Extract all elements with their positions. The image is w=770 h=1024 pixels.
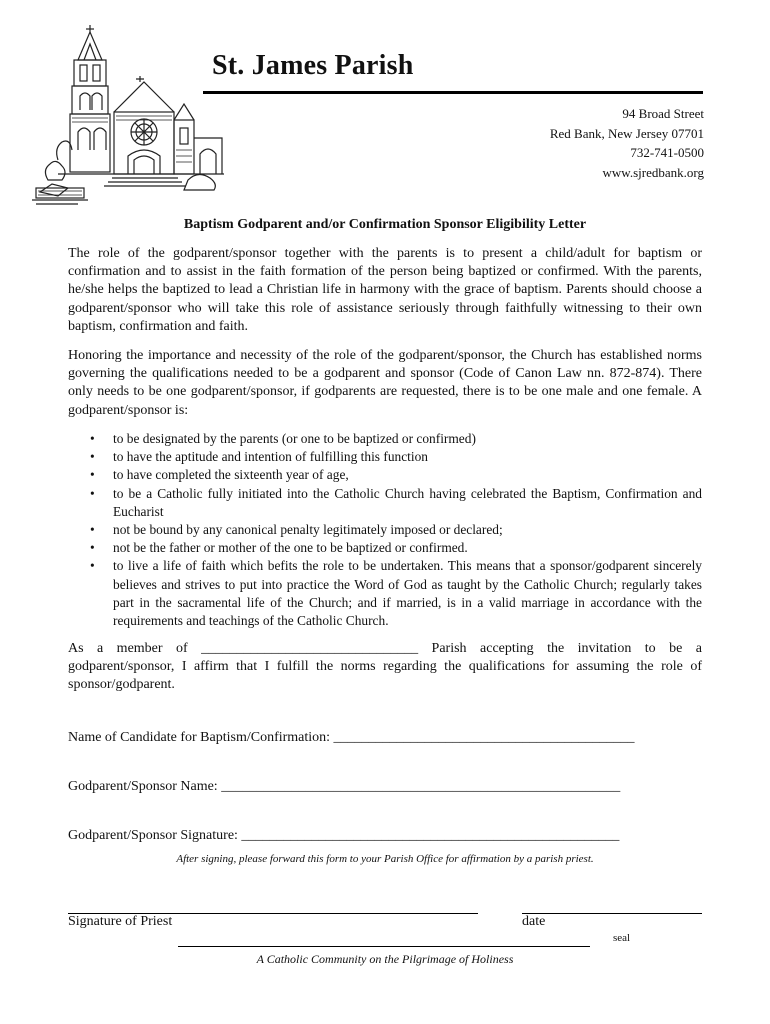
list-item: • to be a Catholic fully initiated into the Catholic Church having celebrated the Baptism, Confirmation and Eucharist: [90, 485, 702, 521]
parish-address: [550, 104, 704, 182]
address-phone: 732-741-0500: [630, 145, 704, 160]
address-street: 94 Broad Street: [622, 106, 704, 121]
list-item: • not be the father or mother of the one to be baptized or confirmed.: [90, 539, 702, 557]
list-item: • to be designated by the parents (or one to be baptized or confirmed): [90, 430, 702, 448]
footer-motto: A Catholic Community on the Pilgrimage of Holiness: [256, 952, 514, 966]
paragraph-role: The role of the godparent/sponsor together with the parents is to present a child/adult for baptism or confirmation and to assist in the faith formation of the person being baptized or confirmed. With the parents, he/she helps the baptized to lead a Christian life in harmony with the grace of baptism. Parents should choose a godparent/sponsor who will take this role of assistance seriously through faithfully witnessing to their own baptism, confirmation and faith.: [68, 246, 702, 334]
candidate-name-field[interactable]: Name of Candidate for Baptism/Confirmation: ___________________________________________: [68, 730, 635, 745]
sponsor-name-field[interactable]: Godparent/Sponsor Name: _________________________________________________________: [68, 779, 621, 794]
address-website[interactable]: www.sjredbank.org: [602, 164, 704, 180]
church-drawing-icon: [28, 20, 228, 210]
seal-line[interactable]: [178, 946, 590, 947]
title-divider: [203, 91, 703, 94]
sponsor-signature-field[interactable]: Godparent/Sponsor Signature: ______________________________________________________: [68, 828, 620, 843]
letter-heading: Baptism Godparent and/or Confirmation Sponsor Eligibility Letter: [183, 217, 587, 232]
date-label: date: [522, 914, 546, 929]
priest-signature-label: Signature of Priest: [68, 914, 173, 929]
list-item: • not be bound by any canonical penalty legitimately imposed or declared;: [90, 521, 702, 539]
date-line[interactable]: [522, 913, 702, 914]
seal-label: seal: [613, 932, 631, 944]
requirements-list: [90, 430, 702, 630]
address-city: Red Bank, New Jersey 07701: [549, 125, 704, 141]
parish-name: St. James Parish: [212, 50, 414, 81]
paragraph-norms: Honoring the importance and necessity of the role of the godparent/sponsor, the Church has established norms governing the qualifications needed to be a godparent and sponsor (Code of Canon Law nn. 872-874). There only needs to be one godparent/sponsor, if godparents are requested, there is to be one male and one female. A godparent/sponsor is:: [68, 348, 702, 418]
paragraph-affirmation: As a member of _______________________________ Parish accepting the invitation to be a godparent/sponsor, I affirm that I fulfill the norms regarding the qualifications for assuming the role of sponsor/godparent.: [68, 641, 702, 693]
list-item: • to live a life of faith which befits the role to be undertaken. This means that a sponsor/godparent sincerely believes and strives to put into practice the Word of God as taught by the Catholic Church; regularly takes part in the sacramental life of the Church; and if married, is in a valid marriage in accordance with the requirements and teachings of the Catholic Church.: [90, 557, 702, 630]
forward-instructions: After signing, please forward this form to your Parish Office for affirmation by a parish priest.: [176, 853, 594, 865]
list-item: • to have the aptitude and intention of fulfilling this function: [90, 448, 702, 466]
list-item: • to have completed the sixteenth year of age,: [90, 466, 702, 484]
